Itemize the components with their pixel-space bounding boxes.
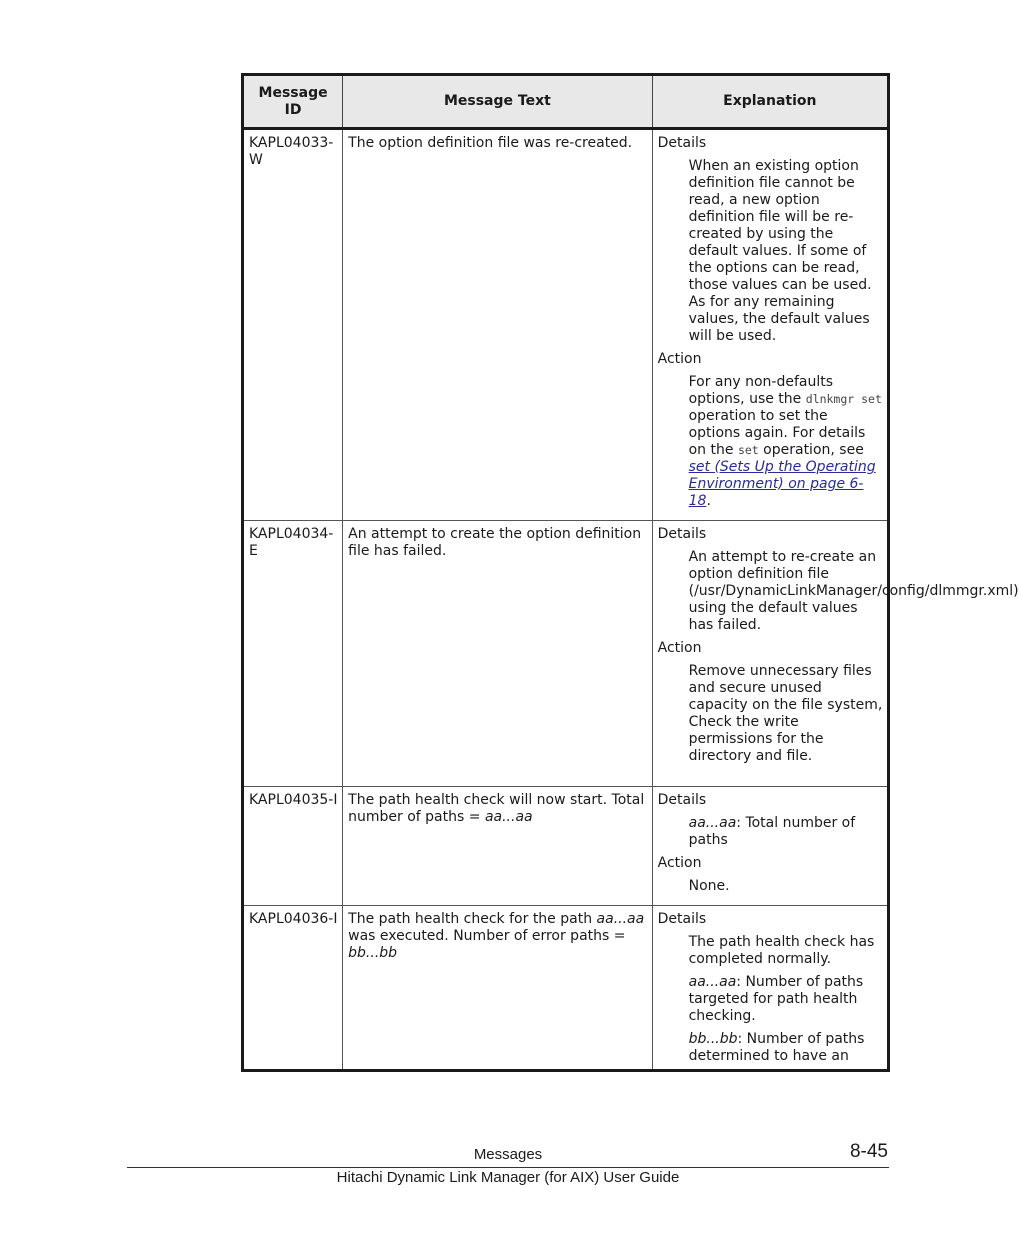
message-id: KAPL04033-W: [243, 129, 343, 521]
table-header-row: [243, 75, 889, 129]
explanation-cell: [652, 521, 1019, 787]
action-label: Action: [657, 351, 702, 367]
message-text: The path health check for the path aa...aa was executed. Number of error paths = bb...bb: [343, 906, 652, 1071]
details-label: Details: [657, 526, 707, 542]
action-label: Action: [657, 640, 702, 656]
action-label: Action: [657, 855, 702, 871]
message-table: [241, 73, 1019, 1072]
details-text: When an existing option definition file cannot be read, a new option definition file will be re-created by using the default values. If some of the options can be read, those values can be used. As for any remaining values, the default values will be used.: [688, 158, 872, 344]
explanation-cell: [652, 129, 888, 521]
table-row: [243, 906, 889, 1071]
action-text: None.: [688, 878, 730, 894]
header-message-text: Message Text: [343, 75, 652, 129]
details-text: aa...aa: Total number of paths: [688, 815, 856, 848]
table-row: [243, 521, 889, 787]
details-text: The path health check has completed normally.: [688, 934, 875, 967]
message-text: The path health check will now start. Total number of paths = aa...aa: [343, 787, 652, 906]
details-label: Details: [657, 911, 707, 927]
details-text: bb...bb: Number of paths determined to have an: [688, 1031, 865, 1064]
action-text: For any non-defaults options, use the dlnkmgr set operation to set the options again. For details on the set operation, see set (Sets Up the Operating Environment) on page 6-18.: [688, 374, 882, 509]
details-label: Details: [657, 135, 707, 151]
table-row: [243, 787, 889, 906]
message-id: KAPL04036-I: [243, 906, 343, 1071]
message-text: The option definition file was re-created.: [343, 129, 652, 521]
command-code: set: [737, 443, 759, 457]
footer-document-title: Hitachi Dynamic Link Manager (for AIX) User Guide: [336, 1169, 680, 1186]
footer-section-name: Messages: [473, 1146, 543, 1163]
explanation-cell: [652, 906, 888, 1071]
header-explanation: Explanation: [652, 75, 888, 129]
message-id: KAPL04034-E: [243, 521, 343, 787]
details-text: An attempt to re-create an option definition file (/usr/DynamicLinkManager/config/dlmmgr.xml) using the default values has failed.: [688, 549, 1019, 633]
message-id: KAPL04035-I: [243, 787, 343, 906]
cross-reference-link[interactable]: set (Sets Up the Operating Environment) on page 6-18: [688, 459, 876, 509]
details-text: aa...aa: Number of paths targeted for path health checking.: [688, 974, 864, 1024]
message-text: An attempt to create the option definition file has failed.: [343, 521, 652, 787]
table-row: [243, 129, 889, 521]
command-code: dlnkmgr set: [805, 392, 882, 406]
footer-divider: [127, 1167, 889, 1168]
page-number: 8-45: [849, 1141, 888, 1162]
explanation-cell: [652, 787, 888, 906]
details-label: Details: [657, 792, 707, 808]
action-text: Remove unnecessary files and secure unused capacity on the file system, Check the write permissions for the directory and file.: [688, 663, 883, 764]
header-message-id: Message ID: [243, 75, 343, 129]
